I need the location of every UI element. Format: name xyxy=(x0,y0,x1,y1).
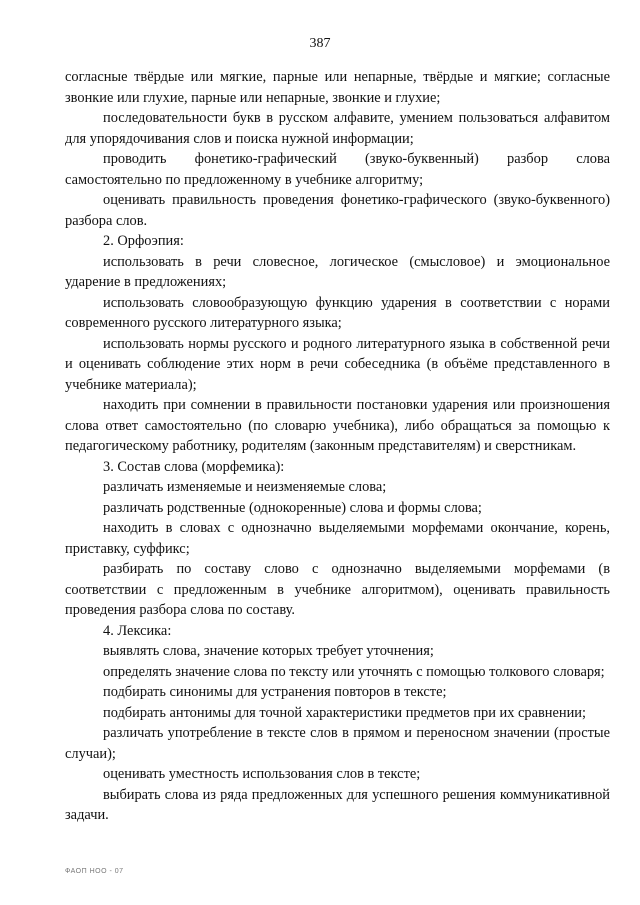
document-paragraph: использовать нормы русского и родного литературного языка в собственной речи и оценивать соблюдение этих норм в речи собеседника (в объёме представленного в учебнике материала); xyxy=(65,335,610,393)
document-paragraph: последовательности букв в русском алфавите, умением пользоваться алфавитом для упорядочивания слов и поиска нужной информации; xyxy=(65,110,610,147)
document-paragraph: находить в словах с однозначно выделяемыми морфемами окончание, корень, приставку, суффикс; xyxy=(65,520,610,557)
page-footer: ФАОП НОО - 07 xyxy=(65,868,124,875)
document-paragraph: использовать в речи словесное, логическое (смысловое) и эмоциональное ударение в предложениях; xyxy=(65,253,610,290)
document-paragraph: определять значение слова по тексту или уточнять с помощью толкового словаря; xyxy=(103,663,605,680)
document-paragraph: использовать словообразующую функцию ударения в соответствии с норами современного русского литературного языка; xyxy=(65,294,610,331)
document-paragraph: выбирать слова из ряда предложенных для успешного решения коммуникативной задачи. xyxy=(65,786,610,823)
document-paragraph: различать родственные (однокоренные) слова и формы слова; xyxy=(103,499,482,516)
document-paragraph: 2. Орфоэпия: xyxy=(103,233,184,249)
document-paragraph: выявлять слова, значение которых требует уточнения; xyxy=(103,643,434,659)
document-paragraph: разбирать по составу слово с однозначно выделяемыми морфемами (в соответствии с предложенным в учебнике алгоритмом), оценивать правильность проведения разбора слова по составу. xyxy=(65,561,610,618)
document-paragraph: оценивать правильность проведения фонетико-графического (звуко-буквенного) разбора слов. xyxy=(65,192,610,229)
page-number: 387 xyxy=(309,36,331,51)
document-paragraph: различать употребление в тексте слов в прямом и переносном значении (простые случаи); xyxy=(65,725,610,762)
document-paragraph: различать изменяемые и неизменяемые слова; xyxy=(103,479,387,495)
document-paragraph: 4. Лексика: xyxy=(103,622,172,639)
document-paragraph: 3. Состав слова (морфемика): xyxy=(103,458,285,475)
document-body xyxy=(65,67,610,826)
document-paragraph: согласные твёрдые или мягкие, парные или непарные, твёрдые и мягкие; согласные звонкие или глухие, парные или непарные, звонкие и глухие; xyxy=(65,69,610,106)
document-paragraph: подбирать синонимы для устранения повторов в тексте; xyxy=(103,684,447,700)
document-paragraph: оценивать уместность использования слов в тексте; xyxy=(103,766,421,782)
document-paragraph: проводить фонетико-графический (звуко-буквенный) разбор слова самостоятельно по предложенному в учебнике алгоритму; xyxy=(65,151,610,188)
document-paragraph: находить при сомнении в правильности постановки ударения или произношения слова ответ самостоятельно (по словарю учебника), либо обращаться за помощью к педагогическому работнику, родителям (законным представителям) и сверстникам. xyxy=(65,397,610,454)
document-paragraph: подбирать антонимы для точной характеристики предметов при их сравнении; xyxy=(103,704,586,721)
